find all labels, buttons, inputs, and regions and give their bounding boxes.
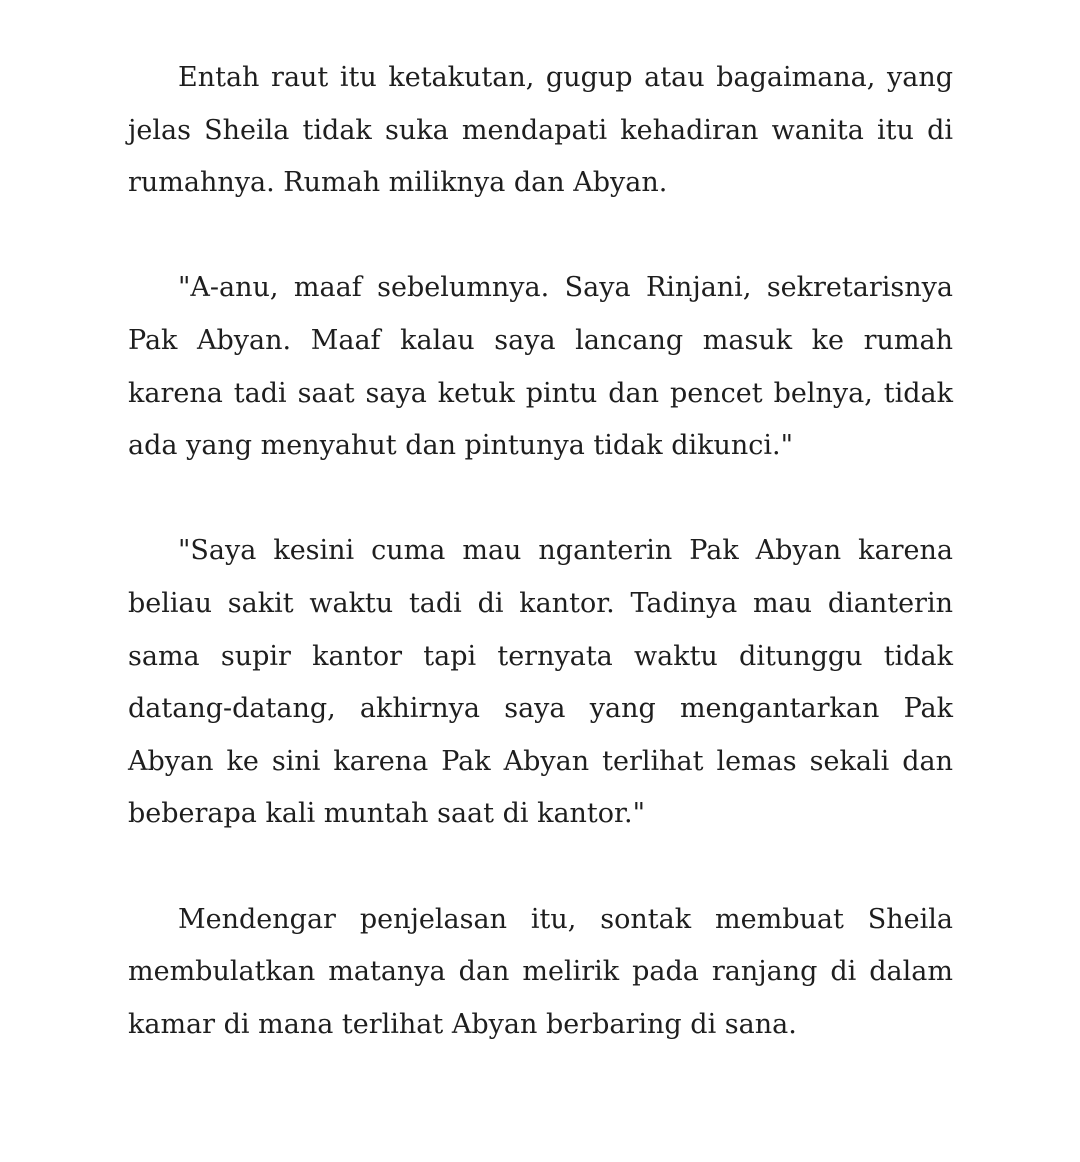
paragraph-2: "A-anu, maaf sebelumnya. Saya Rinjani, sekretarisnya Pak Abyan. Maaf kalau saya lancang masuk ke rumah karena tadi saat saya ketuk pintu dan pencet belnya, tidak ada yang menyahut dan pintunya tidak dikunci." (128, 272, 953, 462)
document-page (128, 52, 953, 1051)
paragraph-3: "Saya kesini cuma mau nganterin Pak Abyan karena beliau sakit waktu tadi di kantor. Tadinya mau dianterin sama supir kantor tapi ternyata waktu ditunggu tidak datang-datang, akhirnya saya yang mengantarkan Pak Abyan ke sini karena Pak Abyan terlihat lemas sekali dan beberapa kali muntah saat di kantor." (128, 535, 953, 830)
paragraph-4: Mendengar penjelasan itu, sontak membuat Sheila membulatkan matanya dan melirik pada ranjang di dalam kamar di mana terlihat Abyan berbaring di sana. (128, 903, 953, 1040)
paragraph-1: Entah raut itu ketakutan, gugup atau bagaimana, yang jelas Sheila tidak suka mendapati kehadiran wanita itu di rumahnya. Rumah miliknya dan Abyan. (128, 62, 953, 199)
